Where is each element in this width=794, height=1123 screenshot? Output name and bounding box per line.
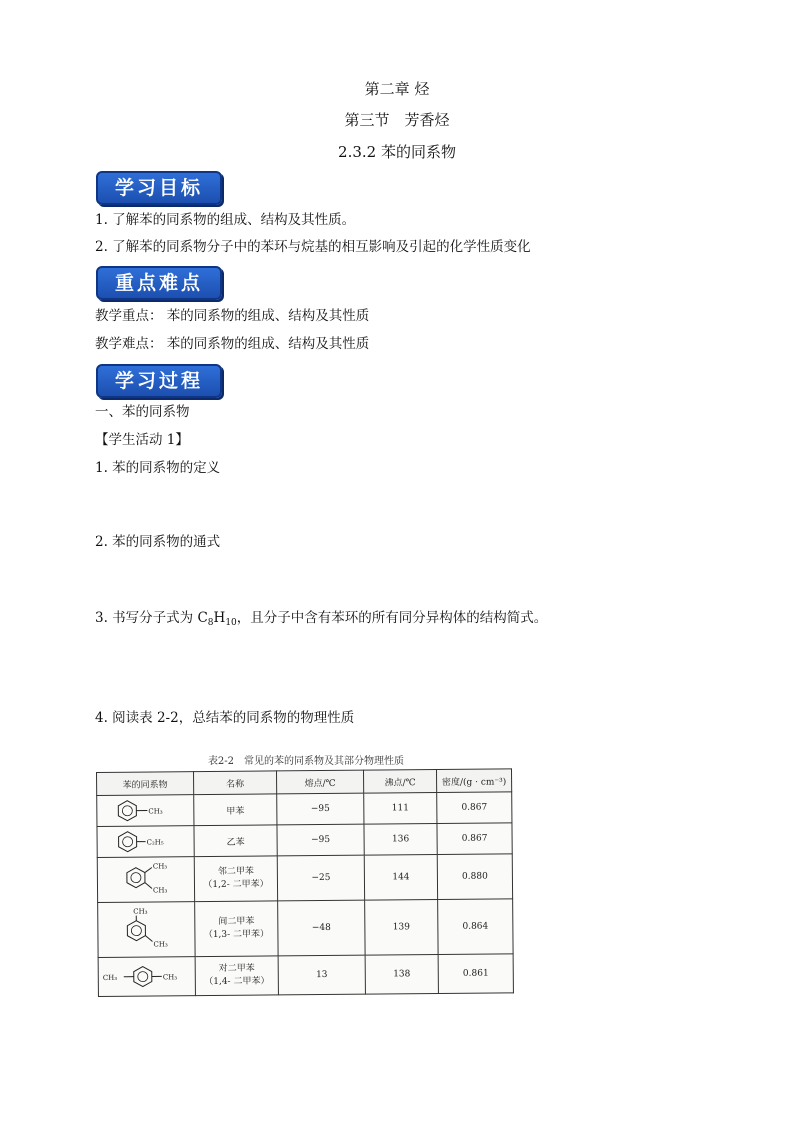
density-cell: 0.867 xyxy=(437,823,512,855)
structure-p-xylene xyxy=(98,957,195,997)
badge-learning-process: 学习过程 xyxy=(96,364,222,398)
header-melting-point: 熔点/℃ xyxy=(276,770,363,794)
name-cell: 对二甲苯 （1,4- 二甲苯） xyxy=(195,956,278,996)
density-cell: 0.861 xyxy=(438,954,513,994)
substituent-label: CH₃ xyxy=(102,973,118,982)
badge-key-points: 重点难点 xyxy=(96,266,222,300)
boiling-point-cell: 139 xyxy=(365,900,438,956)
substituent-label: C₂H₅ xyxy=(146,838,164,847)
substituent-label: CH₃ xyxy=(152,862,168,871)
melting-point-cell: −95 xyxy=(277,793,364,825)
table-row xyxy=(98,899,513,958)
name-cell: 甲苯 xyxy=(194,794,277,826)
table-row xyxy=(97,792,512,827)
question-2: 2. 苯的同系物的通式 xyxy=(95,534,221,550)
question-3: 3. 书写分子式为 $C_8H_{10}$，且分子中含有苯环的所有同分异构体的结构简式。 xyxy=(95,610,548,628)
structure-m-xylene xyxy=(98,902,195,958)
melting-point-cell: 13 xyxy=(278,955,365,995)
melting-point-cell: −25 xyxy=(277,855,364,901)
lesson-title: 2.3.2 苯的同系物 xyxy=(338,143,456,161)
chapter-title: 第二章 烃 xyxy=(364,80,430,98)
structure-ethylbenzene xyxy=(97,826,194,858)
density-cell: 0.880 xyxy=(437,854,512,900)
part1-title: 一、苯的同系物 xyxy=(95,404,190,420)
melting-point-cell: −48 xyxy=(278,900,365,956)
name-cell: 间二甲苯 （1,3- 二甲苯） xyxy=(195,901,278,957)
section-title: 第三节 芳香烃 xyxy=(344,111,450,129)
question-4: 4. 阅读表 2-2，总结苯的同系物的物理性质 xyxy=(95,710,355,726)
table-row xyxy=(97,854,512,903)
density-cell: 0.864 xyxy=(438,899,513,955)
question-1: 1. 苯的同系物的定义 xyxy=(95,460,221,476)
teaching-focus: 教学重点： 苯的同系物的组成、结构及其性质 xyxy=(95,308,370,324)
name-cell: 乙苯 xyxy=(194,825,277,857)
boiling-point-cell: 136 xyxy=(364,824,437,856)
substituent-label: CH₃ xyxy=(162,973,178,982)
header-name: 名称 xyxy=(194,771,277,795)
header-homolog: 苯的同系物 xyxy=(97,772,194,796)
table-caption: 表2-2 常见的苯的同系物及其部分物理性质 xyxy=(207,756,405,767)
badge-learning-goals: 学习目标 xyxy=(96,171,222,205)
teaching-difficulty: 教学难点： 苯的同系物的组成、结构及其性质 xyxy=(95,336,370,352)
boiling-point-cell: 138 xyxy=(365,955,438,995)
table-row xyxy=(98,954,513,997)
substituent-label: CH₃ xyxy=(153,886,168,895)
name-cell: 邻二甲苯 （1,2- 二甲苯） xyxy=(194,856,277,902)
boiling-point-cell: 111 xyxy=(364,793,437,825)
properties-table xyxy=(96,768,514,997)
melting-point-cell: −95 xyxy=(277,824,364,856)
density-cell: 0.867 xyxy=(437,792,512,824)
header-density: 密度/(g · cm⁻³) xyxy=(436,769,511,793)
substituent-label: CH₃ xyxy=(148,807,163,816)
substituent-label: CH₃ xyxy=(133,907,148,916)
structure-o-xylene xyxy=(97,857,194,903)
boiling-point-cell: 144 xyxy=(364,855,437,901)
structure-toluene xyxy=(97,795,194,827)
substituent-label: CH₃ xyxy=(153,940,168,949)
student-activity-1: 【学生活动 1】 xyxy=(95,432,189,448)
properties-table-figure xyxy=(96,748,516,1014)
goal-1: 1. 了解苯的同系物的组成、结构及其性质。 xyxy=(95,212,356,228)
table-row xyxy=(97,823,512,858)
header-boiling-point: 沸点/℃ xyxy=(363,770,436,794)
goal-2: 2. 了解苯的同系物分子中的苯环与烷基的相互影响及引起的化学性质变化 xyxy=(95,239,531,255)
